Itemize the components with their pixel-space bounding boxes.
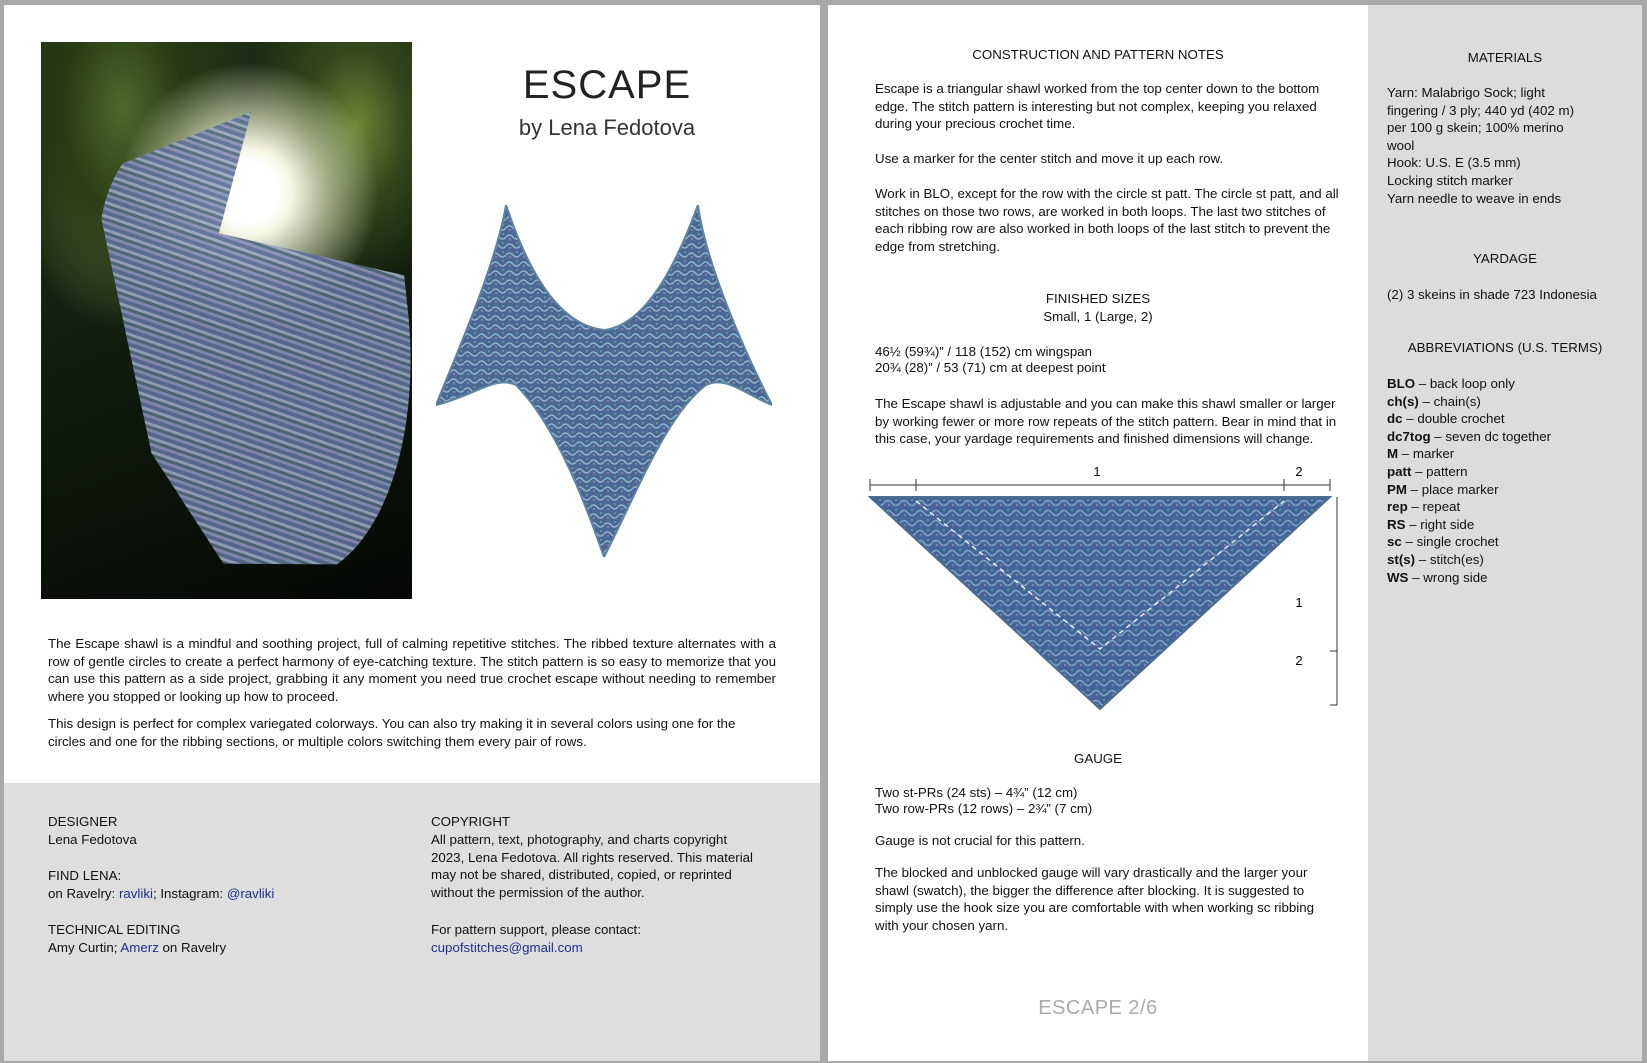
instagram-link[interactable]: @ravliki <box>226 886 275 901</box>
find-prefix: on Ravelry: <box>48 886 119 901</box>
shawl-triangle <box>870 497 1330 709</box>
abbrev-item <box>1387 428 1637 446</box>
size-depth: 20¾ (28)” / 53 (71) cm at deepest point <box>875 360 1106 375</box>
abbrev-term: RS <box>1387 516 1406 532</box>
intro-paragraph-2: This design is perfect for complex variegated colorways. You can also try making it in several colors using one for the circles and one for the ribbing sections, or multiple colors switching them every pair of rows. <box>48 716 736 749</box>
materials-item: wool <box>1387 137 1415 153</box>
support-text: For pattern support, please contact: <box>431 922 641 937</box>
tech-suffix: on Ravelry <box>158 940 227 955</box>
sizes-subheading: Small, 1 (Large, 2) <box>1043 309 1153 324</box>
abbrev-def: – right side <box>1405 516 1475 532</box>
designer-heading: DESIGNER <box>48 814 118 829</box>
yardage-text: (2) 3 skeins in shade 723 Indonesia <box>1387 287 1597 302</box>
abbrev-def: – single crochet <box>1401 534 1499 550</box>
gauge-rows: Two row-PRs (12 rows) – 2¾” (7 cm) <box>875 801 1093 816</box>
abbrev-item <box>1387 533 1637 551</box>
abbrev-term: patt <box>1387 463 1412 479</box>
find-heading: FIND LENA: <box>48 868 122 883</box>
materials-item: Yarn: Malabrigo Sock; light <box>1387 85 1545 100</box>
abbrev-term: sc <box>1387 534 1402 550</box>
amerz-link[interactable]: Amerz <box>120 940 159 955</box>
materials-list <box>1387 84 1627 207</box>
yardage-heading: YARDAGE <box>1472 251 1538 266</box>
abbrev-def: – stitch(es) <box>1415 551 1484 567</box>
abbrev-item <box>1387 498 1637 516</box>
abbrev-term: rep <box>1387 499 1408 515</box>
materials-item: Locking stitch marker <box>1387 172 1513 188</box>
abbrev-def: – repeat <box>1407 499 1461 515</box>
abbrev-def: – seven dc together <box>1430 428 1552 444</box>
abbrev-item <box>1387 445 1637 463</box>
abbrev-def: – wrong side <box>1408 569 1488 585</box>
abbrev-def: – place marker <box>1406 481 1499 497</box>
tech-line <box>48 939 226 957</box>
cover-photo <box>41 42 412 599</box>
construction-paragraph-2: Use a marker for the center stitch and move it up each row. <box>875 151 1224 166</box>
construction-paragraph-3: Work in BLO, except for the row with the circle st patt. The circle st patt, and all stitches on those two rows, are worked in both loops. The last two stitches of each ribbing row are also worked in both loops of the last stitch to prevent the edge from stretching. <box>875 186 1339 254</box>
gauge-stitches: Two st-PRs (24 sts) – 4¾” (12 cm) <box>875 785 1078 800</box>
abbrev-term: M <box>1387 446 1399 462</box>
abbrev-item <box>1387 410 1637 428</box>
abbrev-def: – chain(s) <box>1418 393 1481 409</box>
abbrev-def: – back loop only <box>1415 376 1515 391</box>
materials-item: Yarn needle to weave in ends <box>1387 190 1562 206</box>
abbrev-term: dc7tog <box>1387 428 1431 444</box>
ravelry-link[interactable]: ravliki <box>118 886 153 901</box>
materials-sidebar <box>1368 5 1642 1061</box>
copyright-text: All pattern, text, photography, and charts copyright 2023, Lena Fedotova. All rights reserved. This material may not be shared, distributed, copied, or reprinted without the permission of the author. <box>431 832 754 900</box>
gauge-paragraph-2: The blocked and unblocked gauge will vary drastically and the larger your shawl (swatch), the bigger the difference after blocking. It is suggested to simply use the hook size you are comfortable with when working sc ribbing with your chosen yarn. <box>875 865 1315 933</box>
abbrev-item <box>1387 551 1637 569</box>
abbrev-item <box>1387 481 1637 499</box>
diagram-label-side-2: 2 <box>1295 653 1303 668</box>
shawl-photo-texture <box>87 98 434 597</box>
find-line <box>48 885 274 903</box>
abbrev-term: BLO <box>1387 376 1416 391</box>
tech-prefix: Amy Curtin; <box>48 940 121 955</box>
materials-heading: MATERIALS <box>1467 50 1543 65</box>
abbreviations-list <box>1387 375 1637 586</box>
abbrev-item <box>1387 375 1637 393</box>
abbrev-term: dc <box>1387 411 1403 427</box>
gauge-paragraph-1: Gauge is not crucial for this pattern. <box>875 833 1085 848</box>
shawl-dimension-diagram <box>868 457 1340 717</box>
materials-item: fingering / 3 ply; 440 yd (402 m) <box>1387 102 1574 118</box>
page-left <box>4 5 820 1061</box>
find-mid: ; Instagram: <box>152 886 227 901</box>
diagram-label-side-1: 1 <box>1295 595 1303 610</box>
info-footer <box>4 783 820 1061</box>
shawl-product-photo <box>436 205 772 557</box>
intro-paragraph-1: The Escape shawl is a mindful and soothing project, full of calming repetitive stitches. The ribbed texture alternates with a row of gentle circles to create a perfect harmony of eye-catching texture. The stitch pattern is so easy to memorize that you can use this pattern as a side project, grabbing it any moment you need true crochet escape without needing to remember where you stopped or looking up how to proceed. <box>48 636 776 704</box>
byline: by Lena Fedotova <box>518 115 696 140</box>
copyright-heading: COPYRIGHT <box>431 814 511 829</box>
abbrev-term: PM <box>1387 481 1407 497</box>
abbrev-def: – marker <box>1398 446 1455 462</box>
diagram-label-top-2: 2 <box>1295 464 1303 479</box>
materials-item: per 100 g skein; 100% merino <box>1387 120 1564 136</box>
abbrev-term: st(s) <box>1387 551 1416 567</box>
designer-name: Lena Fedotova <box>48 832 137 847</box>
tech-heading: TECHNICAL EDITING <box>48 922 181 937</box>
abbrev-def: – double crochet <box>1402 411 1505 427</box>
abbreviations-heading: ABBREVIATIONS (U.S. TERMS) <box>1407 340 1603 355</box>
size-wingspan: 46½ (59¾)” / 118 (152) cm wingspan <box>875 344 1093 359</box>
support-email-link[interactable]: cupofstitches@gmail.com <box>431 940 583 955</box>
abbrev-term: ch(s) <box>1387 393 1419 409</box>
abbrev-item <box>1387 516 1637 534</box>
sizes-heading: FINISHED SIZES <box>1045 291 1151 306</box>
page-right <box>828 5 1642 1061</box>
diagram-label-top-1: 1 <box>1093 464 1101 479</box>
abbrev-item <box>1387 569 1637 587</box>
abbrev-item <box>1387 393 1637 411</box>
abbrev-term: WS <box>1387 569 1409 585</box>
construction-heading: CONSTRUCTION AND PATTERN NOTES <box>972 47 1224 62</box>
construction-paragraph-1: Escape is a triangular shawl worked from the top center down to the bottom edge. The stitch pattern is interesting but not complex, keeping you relaxed during your precious crochet time. <box>875 81 1320 132</box>
abbrev-def: – pattern <box>1411 463 1468 479</box>
gauge-heading: GAUGE <box>1073 751 1123 766</box>
page-title: ESCAPE <box>522 63 692 107</box>
materials-item: Hook: U.S. E (3.5 mm) <box>1387 155 1521 171</box>
abbrev-item <box>1387 463 1637 481</box>
page-footer: ESCAPE 2/6 <box>1038 997 1158 1019</box>
sizes-paragraph: The Escape shawl is adjustable and you can make this shawl smaller or larger by working fewer or more row repeats of the stitch pattern. Bear in mind that in this case, your yardage requirements and finished dimensions will change. <box>875 396 1337 447</box>
